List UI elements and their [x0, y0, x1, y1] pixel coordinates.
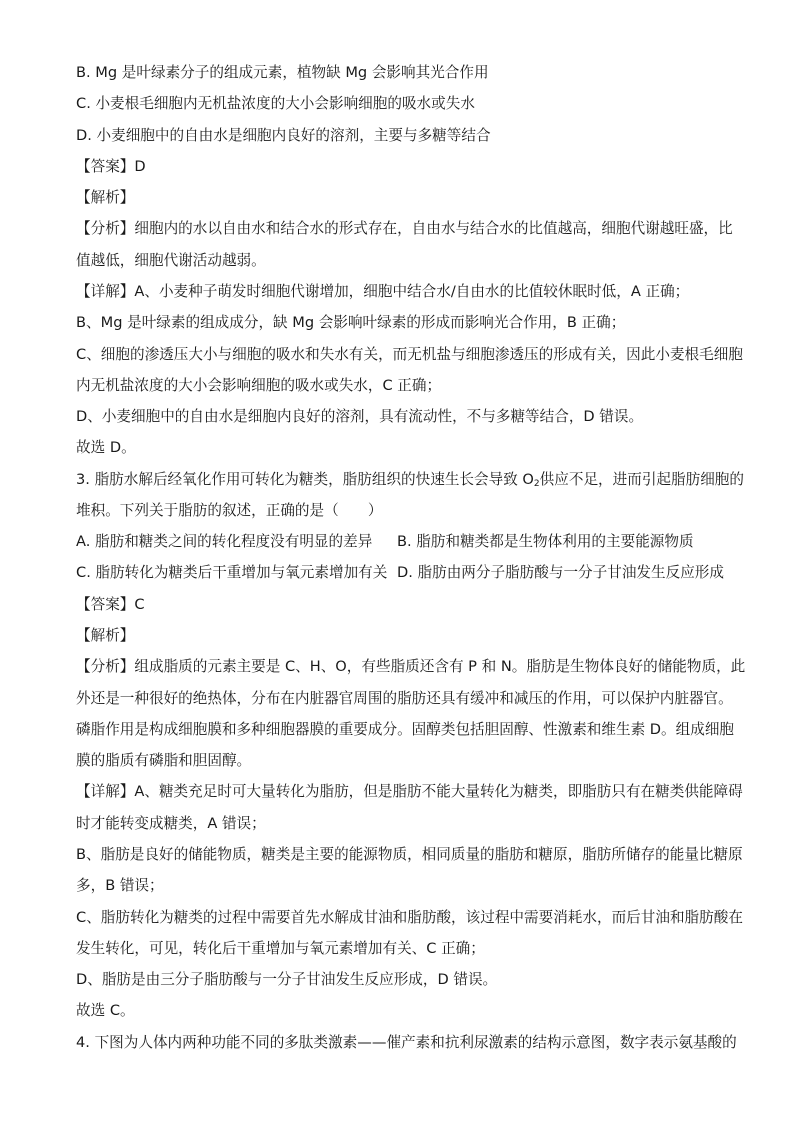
q3-conclusion: 故选 C。	[76, 1002, 135, 1019]
q3-stem-text: 3. 脂肪水解后经氧化作用可转化为糖类，脂肪组织的快速生长会导致 O	[76, 471, 534, 488]
q2-xiangjie-b: B、Mg 是叶绿素的组成成分，缺 Mg 会影响叶绿素的形成而影响光合作用，B 正确；	[76, 314, 626, 331]
q3-xiangjie-b: 多，B 错误；	[76, 877, 164, 894]
q2-option-b: B. Mg 是叶绿素分子的组成元素，植物缺 Mg 会影响其光合作用	[76, 64, 489, 81]
q2-xiangjie-d: D、小麦细胞中的自由水是细胞内良好的溶剂，具有流动性，不与多糖等结合，D 错误。	[76, 408, 644, 425]
q2-conclusion: 故选 D。	[76, 439, 136, 456]
q3-xiangjie-c: C、脂肪转化为糖类的过程中需要首先水解成甘油和脂肪酸，该过程中需要消耗水，而后甘油和脂肪酸在	[76, 909, 743, 926]
q2-option-c: C. 小麦根毛细胞内无机盐浓度的大小会影响细胞的吸水或失水	[76, 95, 475, 112]
q3-stem-line	[76, 470, 744, 494]
q3-fenxi-line: 【分析】组成脂质的元素主要是 C、H、O，有些脂质还含有 P 和 N。脂肪是生物体良好的储能物质，此	[76, 658, 746, 675]
q2-xiangjie-c: 内无机盐浓度的大小会影响细胞的吸水或失水，C 正确；	[76, 377, 442, 394]
q3-fenxi-line: 磷脂作用是构成细胞膜和多种细胞器膜的重要成分。固醇类包括胆固醇、性激素和维生素 D。组成细胞	[76, 721, 735, 738]
q2-option-d: D. 小麦细胞中的自由水是细胞内良好的溶剂，主要与多糖等结合	[76, 127, 491, 144]
q3-xiangjie-d: D、脂肪是由三分子脂肪酸与一分子甘油发生反应形成，D 错误。	[76, 971, 498, 988]
q3-xiangjie-a: 时才能转变成糖类，A 错误；	[76, 815, 266, 832]
q2-fenxi-line: 值越低，细胞代谢活动越弱。	[76, 252, 266, 269]
q3-xiangjie-a: 【详解】A、糖类充足时可大量转化为脂肪，但是脂肪不能大量转化为糖类，即脂肪只有在糖类供能障碍	[76, 783, 743, 800]
q3-stem-line: 堆积。下列关于脂肪的叙述，正确的是（ ）	[76, 502, 383, 519]
q2-answer: 【答案】D	[76, 158, 146, 175]
q4-stem-line: 4. 下图为人体内两种功能不同的多肽类激素——催产素和抗利尿激素的结构示意图，数字表示氨基酸的	[76, 1034, 737, 1051]
q3-option-d: D. 脂肪由两分子脂肪酸与一分子甘油发生反应形成	[397, 564, 724, 581]
q2-xiangjie-c: C、细胞的渗透压大小与细胞的吸水和失水有关，而无机盐与细胞渗透压的形成有关，因此小麦根毛细胞	[76, 346, 743, 363]
q3-xiangjie-b: B、脂肪是良好的储能物质，糖类是主要的能源物质，相同质量的脂肪和糖原，脂肪所储存的能量比糖原	[76, 846, 743, 863]
q3-xiangjie-c: 发生转化，可见，转化后干重增加与氧元素增加有关、C 正确；	[76, 940, 485, 957]
q3-option-b: B. 脂肪和糖类都是生物体利用的主要能源物质	[397, 533, 694, 550]
q3-analysis-heading: 【解析】	[76, 627, 135, 644]
q2-fenxi-line: 【分析】细胞内的水以自由水和结合水的形式存在，自由水与结合水的比值越高，细胞代谢越旺盛，比	[76, 220, 733, 237]
q3-option-a: A. 脂肪和糖类之间的转化程度没有明显的差异	[76, 533, 373, 550]
q3-answer: 【答案】C	[76, 596, 145, 613]
q3-stem-text: 供应不足，进而引起脂肪细胞的	[539, 471, 744, 488]
q3-stem-subscript: 2	[533, 479, 540, 489]
q2-xiangjie-a: 【详解】A、小麦种子萌发时细胞代谢增加，细胞中结合水/自由水的比值较休眠时低，A 正确；	[76, 283, 690, 300]
q3-option-c: C. 脂肪转化为糖类后干重增加与氧元素增加有关	[76, 564, 388, 581]
q3-fenxi-line: 膜的脂质有磷脂和胆固醇。	[76, 752, 252, 769]
q3-fenxi-line: 外还是一种很好的绝热体，分布在内脏器官周围的脂肪还具有缓冲和减压的作用，可以保护内脏器官。	[76, 690, 733, 707]
q2-analysis-heading: 【解析】	[76, 189, 135, 206]
